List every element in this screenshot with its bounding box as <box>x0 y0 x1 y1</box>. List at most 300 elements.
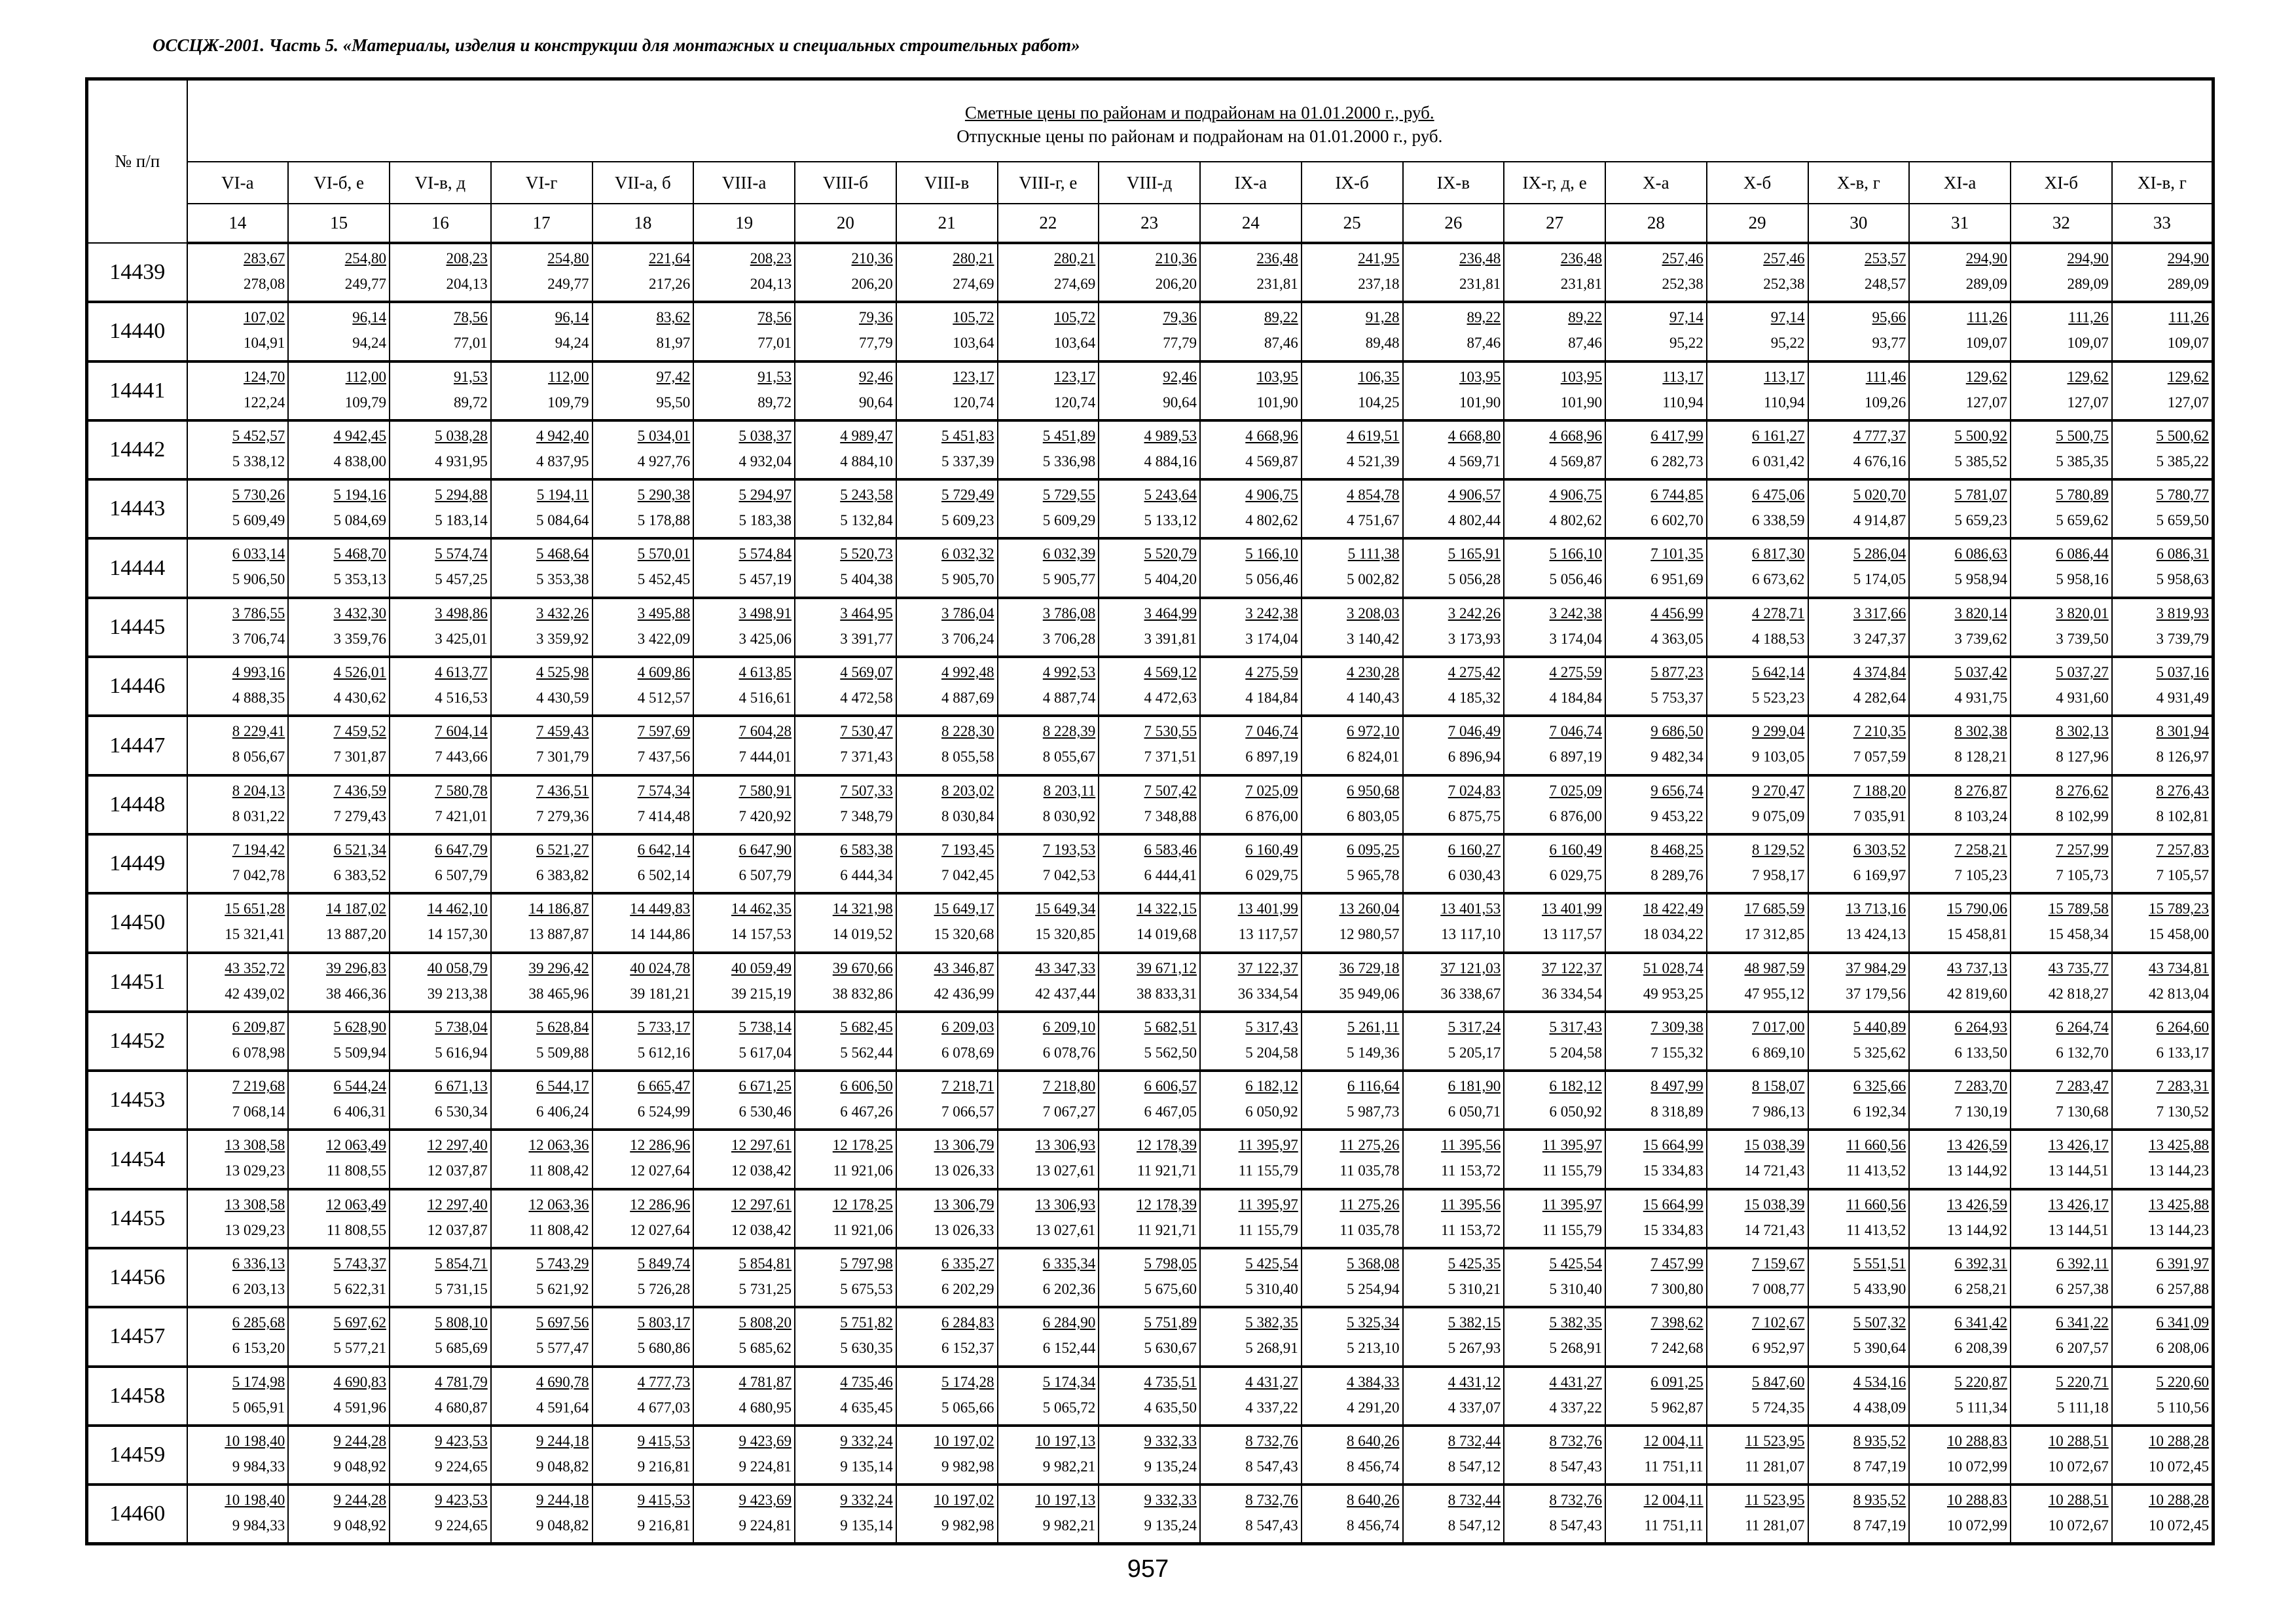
release-price: 6 897,19 <box>1549 748 1602 766</box>
release-price: 103,64 <box>953 335 994 352</box>
estimate-price: 5 780,89 <box>2056 487 2109 504</box>
release-price: 6 383,52 <box>333 866 386 883</box>
price-cell <box>1099 1130 1200 1189</box>
estimate-price: 9 299,04 <box>1752 723 1805 740</box>
price-cell <box>288 657 390 716</box>
estimate-price: 13 308,58 <box>225 1196 285 1213</box>
release-price: 5 630,35 <box>840 1340 893 1357</box>
price-cell <box>795 657 896 716</box>
release-price: 252,38 <box>1662 276 1704 292</box>
estimate-price: 5 574,84 <box>738 545 792 563</box>
estimate-price: 5 854,71 <box>435 1255 488 1272</box>
release-price: 5 385,35 <box>2056 452 2109 470</box>
price-cell <box>1707 1012 1808 1071</box>
release-price: 5 204,58 <box>1245 1044 1298 1061</box>
release-price: 6 530,46 <box>738 1103 792 1120</box>
estimate-price: 6 086,31 <box>2156 545 2210 563</box>
estimate-price: 9 332,24 <box>840 1492 893 1509</box>
estimate-price: 3 498,91 <box>738 604 792 621</box>
price-cell <box>288 1485 390 1543</box>
price-cell <box>1403 1426 1504 1485</box>
item-code: 14453 <box>87 1071 187 1130</box>
estimate-price: 6 160,27 <box>1448 841 1501 858</box>
estimate-price: 4 230,28 <box>1347 664 1400 681</box>
release-price: 3 739,62 <box>1954 630 2007 647</box>
estimate-price: 6 475,06 <box>1752 487 1805 504</box>
release-price: 4 282,64 <box>1853 690 1906 707</box>
estimate-price: 7 530,55 <box>1144 723 1197 740</box>
estimate-price: 9 270,47 <box>1752 782 1805 799</box>
price-cell <box>693 834 795 893</box>
price-cell <box>2112 243 2214 302</box>
release-price: 90,64 <box>1163 394 1197 411</box>
release-price: 5 056,46 <box>1549 571 1602 588</box>
release-price: 4 802,62 <box>1549 512 1602 529</box>
price-cell <box>1099 775 1200 834</box>
release-price: 4 838,00 <box>333 452 386 470</box>
price-cell <box>2112 598 2214 657</box>
price-cell <box>795 538 896 597</box>
estimate-price: 6 182,12 <box>1549 1078 1602 1095</box>
estimate-price: 7 218,71 <box>941 1078 994 1095</box>
release-price: 4 521,39 <box>1347 452 1400 470</box>
estimate-price: 43 734,81 <box>2149 959 2210 976</box>
price-cell <box>1707 1189 1808 1248</box>
release-price: 103,64 <box>1054 335 1096 352</box>
release-price: 6 078,76 <box>1042 1044 1096 1061</box>
estimate-price: 12 063,49 <box>326 1137 386 1154</box>
estimate-price: 5 751,82 <box>840 1314 893 1331</box>
price-cell <box>795 302 896 361</box>
price-cell <box>1707 775 1808 834</box>
estimate-price: 14 449,83 <box>630 900 691 917</box>
release-price: 4 802,62 <box>1245 512 1298 529</box>
price-cell <box>1504 1485 1605 1543</box>
estimate-price: 6 341,42 <box>1954 1314 2007 1331</box>
estimate-price: 8 302,38 <box>1954 723 2007 740</box>
estimate-price: 5 738,04 <box>435 1018 488 1035</box>
release-price: 6 050,92 <box>1245 1103 1298 1120</box>
price-cell <box>2112 657 2214 716</box>
price-cell <box>1302 420 1403 479</box>
estimate-price: 11 275,26 <box>1339 1196 1400 1213</box>
price-cell <box>795 1012 896 1071</box>
release-price: 9 135,14 <box>840 1517 893 1534</box>
release-price: 109,07 <box>2067 335 2109 352</box>
estimate-price: 12 286,96 <box>630 1196 691 1213</box>
release-price: 4 635,50 <box>1144 1399 1197 1416</box>
estimate-price: 221,64 <box>649 250 691 267</box>
estimate-price: 4 992,53 <box>1042 664 1096 681</box>
price-cell <box>288 243 390 302</box>
price-cell <box>1707 1307 1808 1366</box>
estimate-price: 9 244,28 <box>333 1492 386 1509</box>
estimate-price: 5 174,98 <box>232 1373 285 1390</box>
release-price: 5 353,13 <box>333 571 386 588</box>
release-price: 4 188,53 <box>1752 630 1805 647</box>
release-price: 11 281,07 <box>1745 1517 1805 1534</box>
estimate-price: 39 296,83 <box>326 959 386 976</box>
release-price: 217,26 <box>649 276 691 292</box>
release-price: 5 213,10 <box>1347 1340 1400 1357</box>
release-price: 7 958,17 <box>1752 866 1805 883</box>
estimate-price: 6 160,49 <box>1549 841 1602 858</box>
estimate-price: 92,46 <box>859 368 893 385</box>
estimate-price: 5 425,35 <box>1448 1255 1501 1272</box>
release-price: 9 103,05 <box>1752 748 1805 766</box>
item-code: 14459 <box>87 1426 187 1485</box>
price-cell <box>1200 1307 1302 1366</box>
estimate-price: 7 459,43 <box>536 723 589 740</box>
price-cell <box>1403 538 1504 597</box>
estimate-price: 91,53 <box>757 368 792 385</box>
price-cell <box>998 598 1099 657</box>
estimate-price: 3 495,88 <box>637 604 691 621</box>
estimate-price: 9 332,33 <box>1144 1432 1197 1449</box>
estimate-price: 5 243,58 <box>840 487 893 504</box>
release-price: 7 279,36 <box>536 807 589 824</box>
price-cell <box>1200 1426 1302 1485</box>
estimate-price: 5 451,89 <box>1042 427 1096 444</box>
price-cell <box>2112 302 2214 361</box>
release-price: 5 452,45 <box>637 571 691 588</box>
estimate-price: 3 786,08 <box>1042 604 1096 621</box>
release-price: 15 320,68 <box>934 926 994 943</box>
price-cell <box>795 1071 896 1130</box>
price-cell <box>390 1367 491 1426</box>
price-cell <box>1605 1307 1707 1366</box>
release-price: 94,24 <box>352 335 386 352</box>
release-price: 42 436,99 <box>934 985 994 1002</box>
release-price: 5 084,69 <box>333 512 386 529</box>
item-code: 14442 <box>87 420 187 479</box>
estimate-price: 6 606,57 <box>1144 1078 1197 1095</box>
price-cell <box>693 1012 795 1071</box>
price-cell <box>795 420 896 479</box>
estimate-price: 3 464,95 <box>840 604 893 621</box>
release-price: 7 066,57 <box>941 1103 994 1120</box>
estimate-price: 5 220,87 <box>1954 1373 2007 1390</box>
estimate-price: 5 317,43 <box>1549 1018 1602 1035</box>
estimate-price: 5 317,24 <box>1448 1018 1501 1035</box>
estimate-price: 6 086,44 <box>2056 545 2109 563</box>
price-cell <box>592 302 694 361</box>
estimate-price: 3 208,03 <box>1347 604 1400 621</box>
price-cell <box>2011 834 2112 893</box>
estimate-price: 8 229,41 <box>232 723 285 740</box>
estimate-price: 13 426,59 <box>1947 1137 2007 1154</box>
release-price: 5 731,15 <box>435 1281 488 1298</box>
estimate-price: 5 751,89 <box>1144 1314 1197 1331</box>
release-price: 5 183,14 <box>435 512 488 529</box>
release-price: 4 516,61 <box>738 690 792 707</box>
column-number: 19 <box>693 204 795 243</box>
column-number: 29 <box>1707 204 1808 243</box>
estimate-price: 3 242,26 <box>1448 604 1501 621</box>
release-price: 104,91 <box>244 335 285 352</box>
estimate-price: 254,80 <box>547 250 589 267</box>
price-cell <box>1605 243 1707 302</box>
estimate-price: 9 415,53 <box>637 1432 691 1449</box>
price-cell <box>795 1189 896 1248</box>
estimate-price: 4 906,75 <box>1245 487 1298 504</box>
estimate-price: 8 158,07 <box>1752 1078 1805 1095</box>
price-cell <box>1504 1367 1605 1426</box>
price-cell <box>1200 420 1302 479</box>
price-cell <box>693 538 795 597</box>
price-cell <box>491 361 592 420</box>
release-price: 5 268,91 <box>1549 1340 1602 1357</box>
release-price: 5 056,46 <box>1245 571 1298 588</box>
price-cell <box>795 598 896 657</box>
release-price: 42 437,44 <box>1035 985 1096 1002</box>
release-price: 7 300,80 <box>1650 1281 1704 1298</box>
item-code: 14440 <box>87 302 187 361</box>
estimate-price: 5 729,55 <box>1042 487 1096 504</box>
release-price: 11 413,52 <box>1846 1162 1906 1179</box>
price-cell <box>1707 1071 1808 1130</box>
estimate-price: 5 037,27 <box>2056 664 2109 681</box>
price-cell <box>1605 420 1707 479</box>
release-price: 5 353,38 <box>536 571 589 588</box>
price-cell <box>491 953 592 1012</box>
price-cell <box>491 1307 592 1366</box>
estimate-price: 13 401,53 <box>1440 900 1501 917</box>
release-price: 9 984,33 <box>232 1517 285 1534</box>
release-price: 5 562,50 <box>1144 1044 1197 1061</box>
price-cell <box>187 1071 289 1130</box>
table-row <box>87 1307 2214 1366</box>
price-cell <box>592 657 694 716</box>
column-number: 32 <box>2011 204 2112 243</box>
release-price: 13 144,92 <box>1947 1162 2007 1179</box>
column-number: 15 <box>288 204 390 243</box>
estimate-price: 6 161,27 <box>1752 427 1805 444</box>
release-price: 4 931,60 <box>2056 690 2109 707</box>
release-price: 5 084,64 <box>536 512 589 529</box>
release-price: 7 420,92 <box>738 807 792 824</box>
price-cell <box>288 775 390 834</box>
table-row <box>87 361 2214 420</box>
estimate-price: 7 574,34 <box>637 782 691 799</box>
estimate-price: 8 203,11 <box>1043 782 1096 799</box>
region-header: XI-а <box>1909 162 2011 204</box>
estimate-price: 8 732,76 <box>1245 1432 1298 1449</box>
release-price: 3 359,76 <box>333 630 386 647</box>
estimate-price: 6 392,31 <box>1954 1255 2007 1272</box>
estimate-price: 9 656,74 <box>1650 782 1704 799</box>
price-cell <box>1200 1071 1302 1130</box>
price-cell <box>693 953 795 1012</box>
release-price: 9 075,09 <box>1752 807 1805 824</box>
estimate-price: 5 020,70 <box>1853 487 1906 504</box>
price-cell <box>1707 716 1808 775</box>
release-price: 5 509,88 <box>536 1044 589 1061</box>
release-price: 109,07 <box>2167 335 2210 352</box>
price-cell <box>1808 302 1910 361</box>
price-cell <box>1504 1012 1605 1071</box>
estimate-price: 12 178,39 <box>1137 1196 1197 1213</box>
price-cell <box>1200 893 1302 952</box>
price-cell <box>592 775 694 834</box>
price-cell <box>1403 1307 1504 1366</box>
price-cell <box>693 361 795 420</box>
estimate-price: 103,95 <box>1560 368 1602 385</box>
release-price: 6 029,75 <box>1245 866 1298 883</box>
price-cell <box>1403 479 1504 538</box>
release-price: 4 888,35 <box>232 690 285 707</box>
price-cell <box>693 1307 795 1366</box>
price-cell <box>2011 1248 2112 1307</box>
release-price: 6 169,97 <box>1853 866 1906 883</box>
release-price: 3 391,81 <box>1144 630 1197 647</box>
release-price: 6 467,26 <box>840 1103 893 1120</box>
estimate-price: 129,62 <box>2067 368 2109 385</box>
estimate-price: 12 063,36 <box>528 1137 589 1154</box>
release-price: 6 282,73 <box>1650 452 1704 470</box>
estimate-price: 3 498,86 <box>435 604 488 621</box>
release-price: 11 921,06 <box>833 1162 893 1179</box>
release-price: 13 117,57 <box>1238 926 1298 943</box>
price-cell <box>390 1307 491 1366</box>
estimate-price: 5 849,74 <box>637 1255 691 1272</box>
price-cell <box>1099 302 1200 361</box>
release-price: 5 609,23 <box>941 512 994 529</box>
estimate-price: 253,57 <box>1865 250 1906 267</box>
region-header: VIII-д <box>1099 162 1200 204</box>
table-row <box>87 243 2214 302</box>
estimate-price: 8 732,44 <box>1448 1432 1501 1449</box>
price-cell <box>896 1189 998 1248</box>
release-price: 6 192,34 <box>1853 1103 1906 1120</box>
release-price: 4 569,71 <box>1448 452 1501 470</box>
estimate-price: 37 121,03 <box>1440 959 1501 976</box>
price-cell <box>1200 598 1302 657</box>
region-header: X-б <box>1707 162 1808 204</box>
release-price: 6 152,37 <box>941 1340 994 1357</box>
price-cell <box>390 538 491 597</box>
release-price: 12 980,57 <box>1339 926 1400 943</box>
release-price: 5 724,35 <box>1752 1399 1805 1416</box>
price-cell <box>187 775 289 834</box>
release-price: 5 065,72 <box>1042 1399 1096 1416</box>
estimate-price: 11 275,26 <box>1339 1137 1400 1154</box>
price-cell <box>896 1012 998 1071</box>
price-cell <box>998 1189 1099 1248</box>
price-cell <box>693 1485 795 1543</box>
estimate-price: 6 033,14 <box>232 545 285 563</box>
table-row <box>87 834 2214 893</box>
price-cell <box>187 1307 289 1366</box>
release-price: 9 048,82 <box>536 1517 589 1534</box>
column-number: 27 <box>1504 204 1605 243</box>
table-row <box>87 1367 2214 1426</box>
price-cell <box>998 1307 1099 1366</box>
price-cell <box>1909 775 2011 834</box>
estimate-price: 6 392,11 <box>2056 1255 2109 1272</box>
release-price: 7 155,32 <box>1650 1044 1704 1061</box>
price-cell <box>592 1307 694 1366</box>
release-price: 95,50 <box>656 394 691 411</box>
release-price: 6 031,42 <box>1752 452 1805 470</box>
price-cell <box>1909 361 2011 420</box>
estimate-price: 105,72 <box>953 309 994 326</box>
release-price: 5 111,34 <box>1956 1399 2007 1416</box>
price-cell <box>998 538 1099 597</box>
release-price: 4 430,62 <box>333 690 386 707</box>
price-cell <box>1707 1367 1808 1426</box>
release-price: 120,74 <box>1054 394 1096 411</box>
price-cell <box>1605 893 1707 952</box>
price-cell <box>1504 657 1605 716</box>
price-cell <box>592 893 694 952</box>
estimate-price: 7 530,47 <box>840 723 893 740</box>
release-price: 10 072,67 <box>2048 1458 2109 1475</box>
price-cell <box>1808 1071 1910 1130</box>
release-price: 248,57 <box>1865 276 1906 292</box>
release-price: 13 424,13 <box>1846 926 1906 943</box>
release-price: 11 808,42 <box>529 1162 589 1179</box>
price-cell <box>2112 893 2214 952</box>
price-cell <box>1504 716 1605 775</box>
item-code: 14454 <box>87 1130 187 1189</box>
price-cell <box>390 361 491 420</box>
release-price: 6 502,14 <box>637 866 691 883</box>
release-price: 11 155,79 <box>1542 1162 1602 1179</box>
release-price: 4 291,20 <box>1347 1399 1400 1416</box>
estimate-price: 9 423,69 <box>738 1432 792 1449</box>
estimate-price: 9 415,53 <box>637 1492 691 1509</box>
price-cell <box>1605 1130 1707 1189</box>
estimate-price: 3 820,01 <box>2056 604 2109 621</box>
release-price: 11 153,72 <box>1441 1162 1501 1179</box>
estimate-price: 6 544,17 <box>536 1078 589 1095</box>
estimate-price: 97,14 <box>1770 309 1805 326</box>
estimate-price: 112,00 <box>548 368 589 385</box>
estimate-price: 15 649,34 <box>1035 900 1096 917</box>
table-row <box>87 598 2214 657</box>
release-price: 14 157,53 <box>731 926 792 943</box>
release-price: 6 951,69 <box>1650 571 1704 588</box>
estimate-price: 236,48 <box>1560 250 1602 267</box>
estimate-price: 5 368,08 <box>1347 1255 1400 1272</box>
estimate-price: 4 989,47 <box>840 427 893 444</box>
price-cell <box>592 1071 694 1130</box>
estimate-price: 6 583,46 <box>1144 841 1197 858</box>
release-price: 3 422,09 <box>637 630 691 647</box>
release-price: 9 482,34 <box>1650 748 1704 766</box>
price-cell <box>2112 953 2214 1012</box>
release-price: 95,22 <box>1770 335 1805 352</box>
table-row <box>87 479 2214 538</box>
release-price: 5 457,25 <box>435 571 488 588</box>
release-price: 89,72 <box>757 394 792 411</box>
estimate-price: 11 395,56 <box>1441 1196 1501 1213</box>
estimate-price: 9 244,28 <box>333 1432 386 1449</box>
estimate-price: 7 101,35 <box>1650 545 1704 563</box>
release-price: 8 103,24 <box>1954 807 2007 824</box>
release-price: 127,07 <box>2167 394 2210 411</box>
price-cell <box>187 243 289 302</box>
estimate-price: 39 670,66 <box>832 959 893 976</box>
release-price: 5 457,19 <box>738 571 792 588</box>
release-price: 18 034,22 <box>1643 926 1704 943</box>
price-cell <box>390 953 491 1012</box>
estimate-price: 8 129,52 <box>1752 841 1805 858</box>
price-cell <box>592 1012 694 1071</box>
release-price: 38 833,31 <box>1137 985 1197 1002</box>
price-cell <box>1099 1189 1200 1248</box>
